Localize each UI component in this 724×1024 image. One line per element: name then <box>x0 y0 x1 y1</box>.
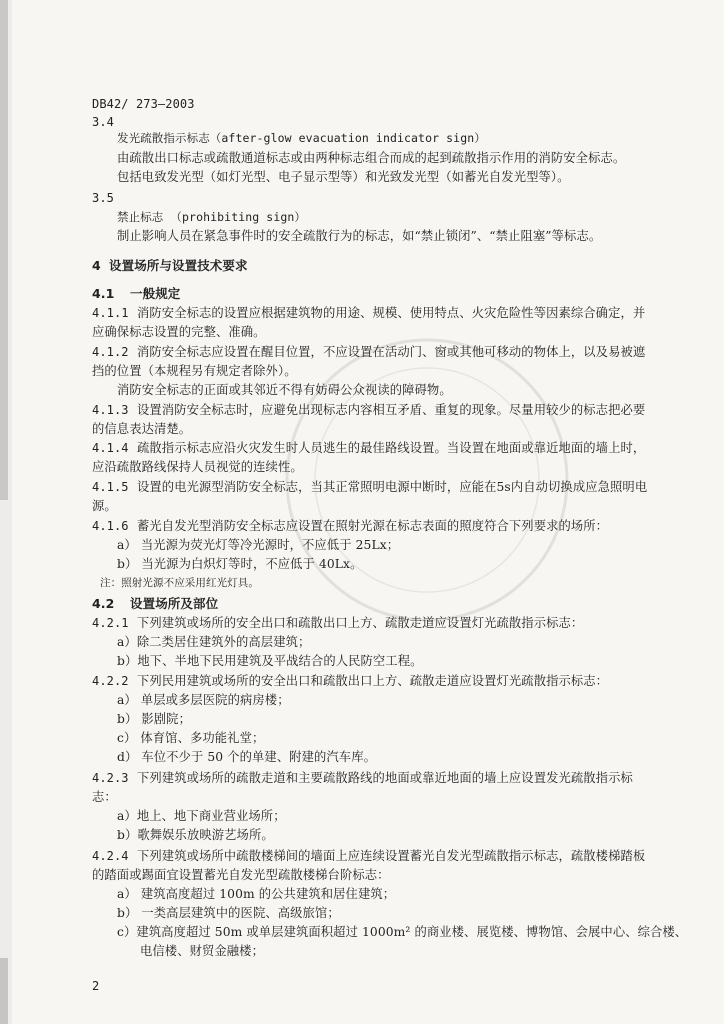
section-number: 4 <box>92 258 101 273</box>
paragraph-line: 应沿疏散路线保持人员视觉的连续性。 <box>92 460 303 474</box>
clause-number: 4.1.3 <box>92 403 129 417</box>
paragraph-line: 的踏面或踢面宜设置蓄光自发光型疏散楼梯台阶标志： <box>92 868 390 882</box>
page-number: 2 <box>92 979 100 993</box>
paragraph-line: 由疏散出口标志或疏散通道标志或由两种标志组合而成的起到疏散指示作用的消防安全标志。 <box>117 151 626 165</box>
list-item: a） 当光源为荧光灯等冷光源时，不应低于 25Lx； <box>117 538 400 552</box>
note: 注：照射光源不应采用红光灯具。 <box>100 577 259 589</box>
paragraph-line: 消防安全标志应设置在醒目位置，不应设置在活动门、窗或其他可移动的物体上，以及易被遮 <box>137 345 646 359</box>
paragraph-line: 应确保标志设置的完整、准确。 <box>92 325 266 339</box>
paragraph-line: 消防安全标志的正面或其邻近不得有妨碍公众视读的障碍物。 <box>117 383 452 397</box>
list-item: b） 当光源为白炽灯等时，不应低于 40Lx。 <box>117 557 363 571</box>
paragraph-line: 下列建筑或场所的安全出口和疏散出口上方、疏散走道应设置灯光疏散指示标志： <box>137 616 584 630</box>
doc-code: DB42/ 273—2003 <box>92 97 195 111</box>
page-edge-shadow <box>0 0 8 500</box>
subsection-title: 设置场所及部位 <box>130 596 219 611</box>
paragraph-line: 志： <box>92 790 117 804</box>
clause-number: 4.2.1 <box>92 616 129 630</box>
paragraph-line: 设置的电光源型消防安全标志，当其正常照明电源中断时，应能在5s内自动切换成应急照明电 <box>137 480 648 494</box>
clause-number: 3.5 <box>92 191 114 205</box>
subsection-number: 4.2 <box>92 596 115 611</box>
paragraph-line: 挡的位置（本规程另有规定者除外）。 <box>92 364 297 378</box>
term-heading: 发光疏散指示标志（after-glow evacuation indicator sign） <box>117 131 486 145</box>
document-page <box>12 0 724 1024</box>
section-title: 设置场所与设置技术要求 <box>109 258 248 273</box>
paragraph-line: 下列建筑或场所的疏散走道和主要疏散路线的地面或靠近地面的墙上应设置发光疏散指示标 <box>137 771 633 785</box>
list-item: b） 影剧院； <box>117 712 191 726</box>
paragraph-line: 制止影响人员在紧急事件时的安全疏散行为的标志，如“禁止锁闭”、“禁止阻塞”等标志。 <box>117 229 602 243</box>
list-item: b） 一类高层建筑中的医院、高级旅馆； <box>117 906 340 920</box>
clause-number: 4.2.3 <box>92 771 129 785</box>
paragraph-line: 下列建筑或场所中疏散楼梯间的墙面上应连续设置蓄光自发光型疏散指示标志，疏散楼梯踏板 <box>137 849 646 863</box>
list-item: b）歌舞娱乐放映游艺场所。 <box>117 828 274 842</box>
paragraph-line: 包括电致发光型（如灯光型、电子显示型等）和光致发光型（如蓄光自发光型等）。 <box>117 170 570 184</box>
subsection-number: 4.1 <box>92 286 115 301</box>
clause-number: 4.1.1 <box>92 306 129 320</box>
paragraph-line: 设置消防安全标志时，应避免出现标志内容相互矛盾、重复的现象。尽量用较少的标志把必要 <box>137 403 646 417</box>
list-item: c）建筑高度超过 50m 或单层建筑面积超过 1000m² 的商业楼、展览楼、博物馆、会展中心、综合楼、 <box>117 925 688 939</box>
clause-number: 4.1.4 <box>92 441 129 455</box>
clause-number: 4.1.5 <box>92 480 129 494</box>
list-item: a） 单层或多层医院的病房楼； <box>117 693 290 707</box>
paragraph-line: 疏散指示标志应沿火灾发生时人员逃生的最佳路线设置。当设置在地面或靠近地面的墙上时， <box>137 441 646 455</box>
paragraph-line: 消防安全标志的设置应根据建筑物的用途、规模、使用特点、火灾危险性等因素综合确定，并 <box>137 306 646 320</box>
list-item: d） 车位不少于 50 个的单建、附建的汽车库。 <box>117 750 376 764</box>
clause-number: 4.1.2 <box>92 345 129 359</box>
clause-number: 4.2.4 <box>92 849 129 863</box>
list-item-continuation: 电信楼、财贸金融楼； <box>140 944 264 958</box>
list-item: c） 体育馆、多功能礼堂； <box>117 731 265 745</box>
page-edge-shadow-bottom <box>0 958 8 1024</box>
list-item: a）除二类居住建筑外的高层建筑； <box>117 635 311 649</box>
paragraph-line: 的信息表达清楚。 <box>92 422 192 436</box>
paragraph-line: 蓄光自发光型消防安全标志应设置在照射光源在标志表面的照度符合下列要求的场所： <box>137 519 609 533</box>
paragraph-line: 源。 <box>92 499 117 513</box>
list-item: a）地上、地下商业营业场所； <box>117 809 286 823</box>
list-item: a） 建筑高度超过 100m 的公共建筑和居住建筑； <box>117 887 396 901</box>
subsection-title: 一般规定 <box>130 286 181 301</box>
clause-number: 3.4 <box>92 115 114 129</box>
clause-number: 4.1.6 <box>92 519 129 533</box>
clause-number: 4.2.2 <box>92 674 129 688</box>
term-heading: 禁止标志 （prohibiting sign） <box>117 210 306 224</box>
paragraph-line: 下列民用建筑或场所的安全出口和疏散出口上方、疏散走道应设置灯光疏散指示标志： <box>137 674 609 688</box>
list-item: b）地下、半地下民用建筑及平战结合的人民防空工程。 <box>117 654 423 668</box>
